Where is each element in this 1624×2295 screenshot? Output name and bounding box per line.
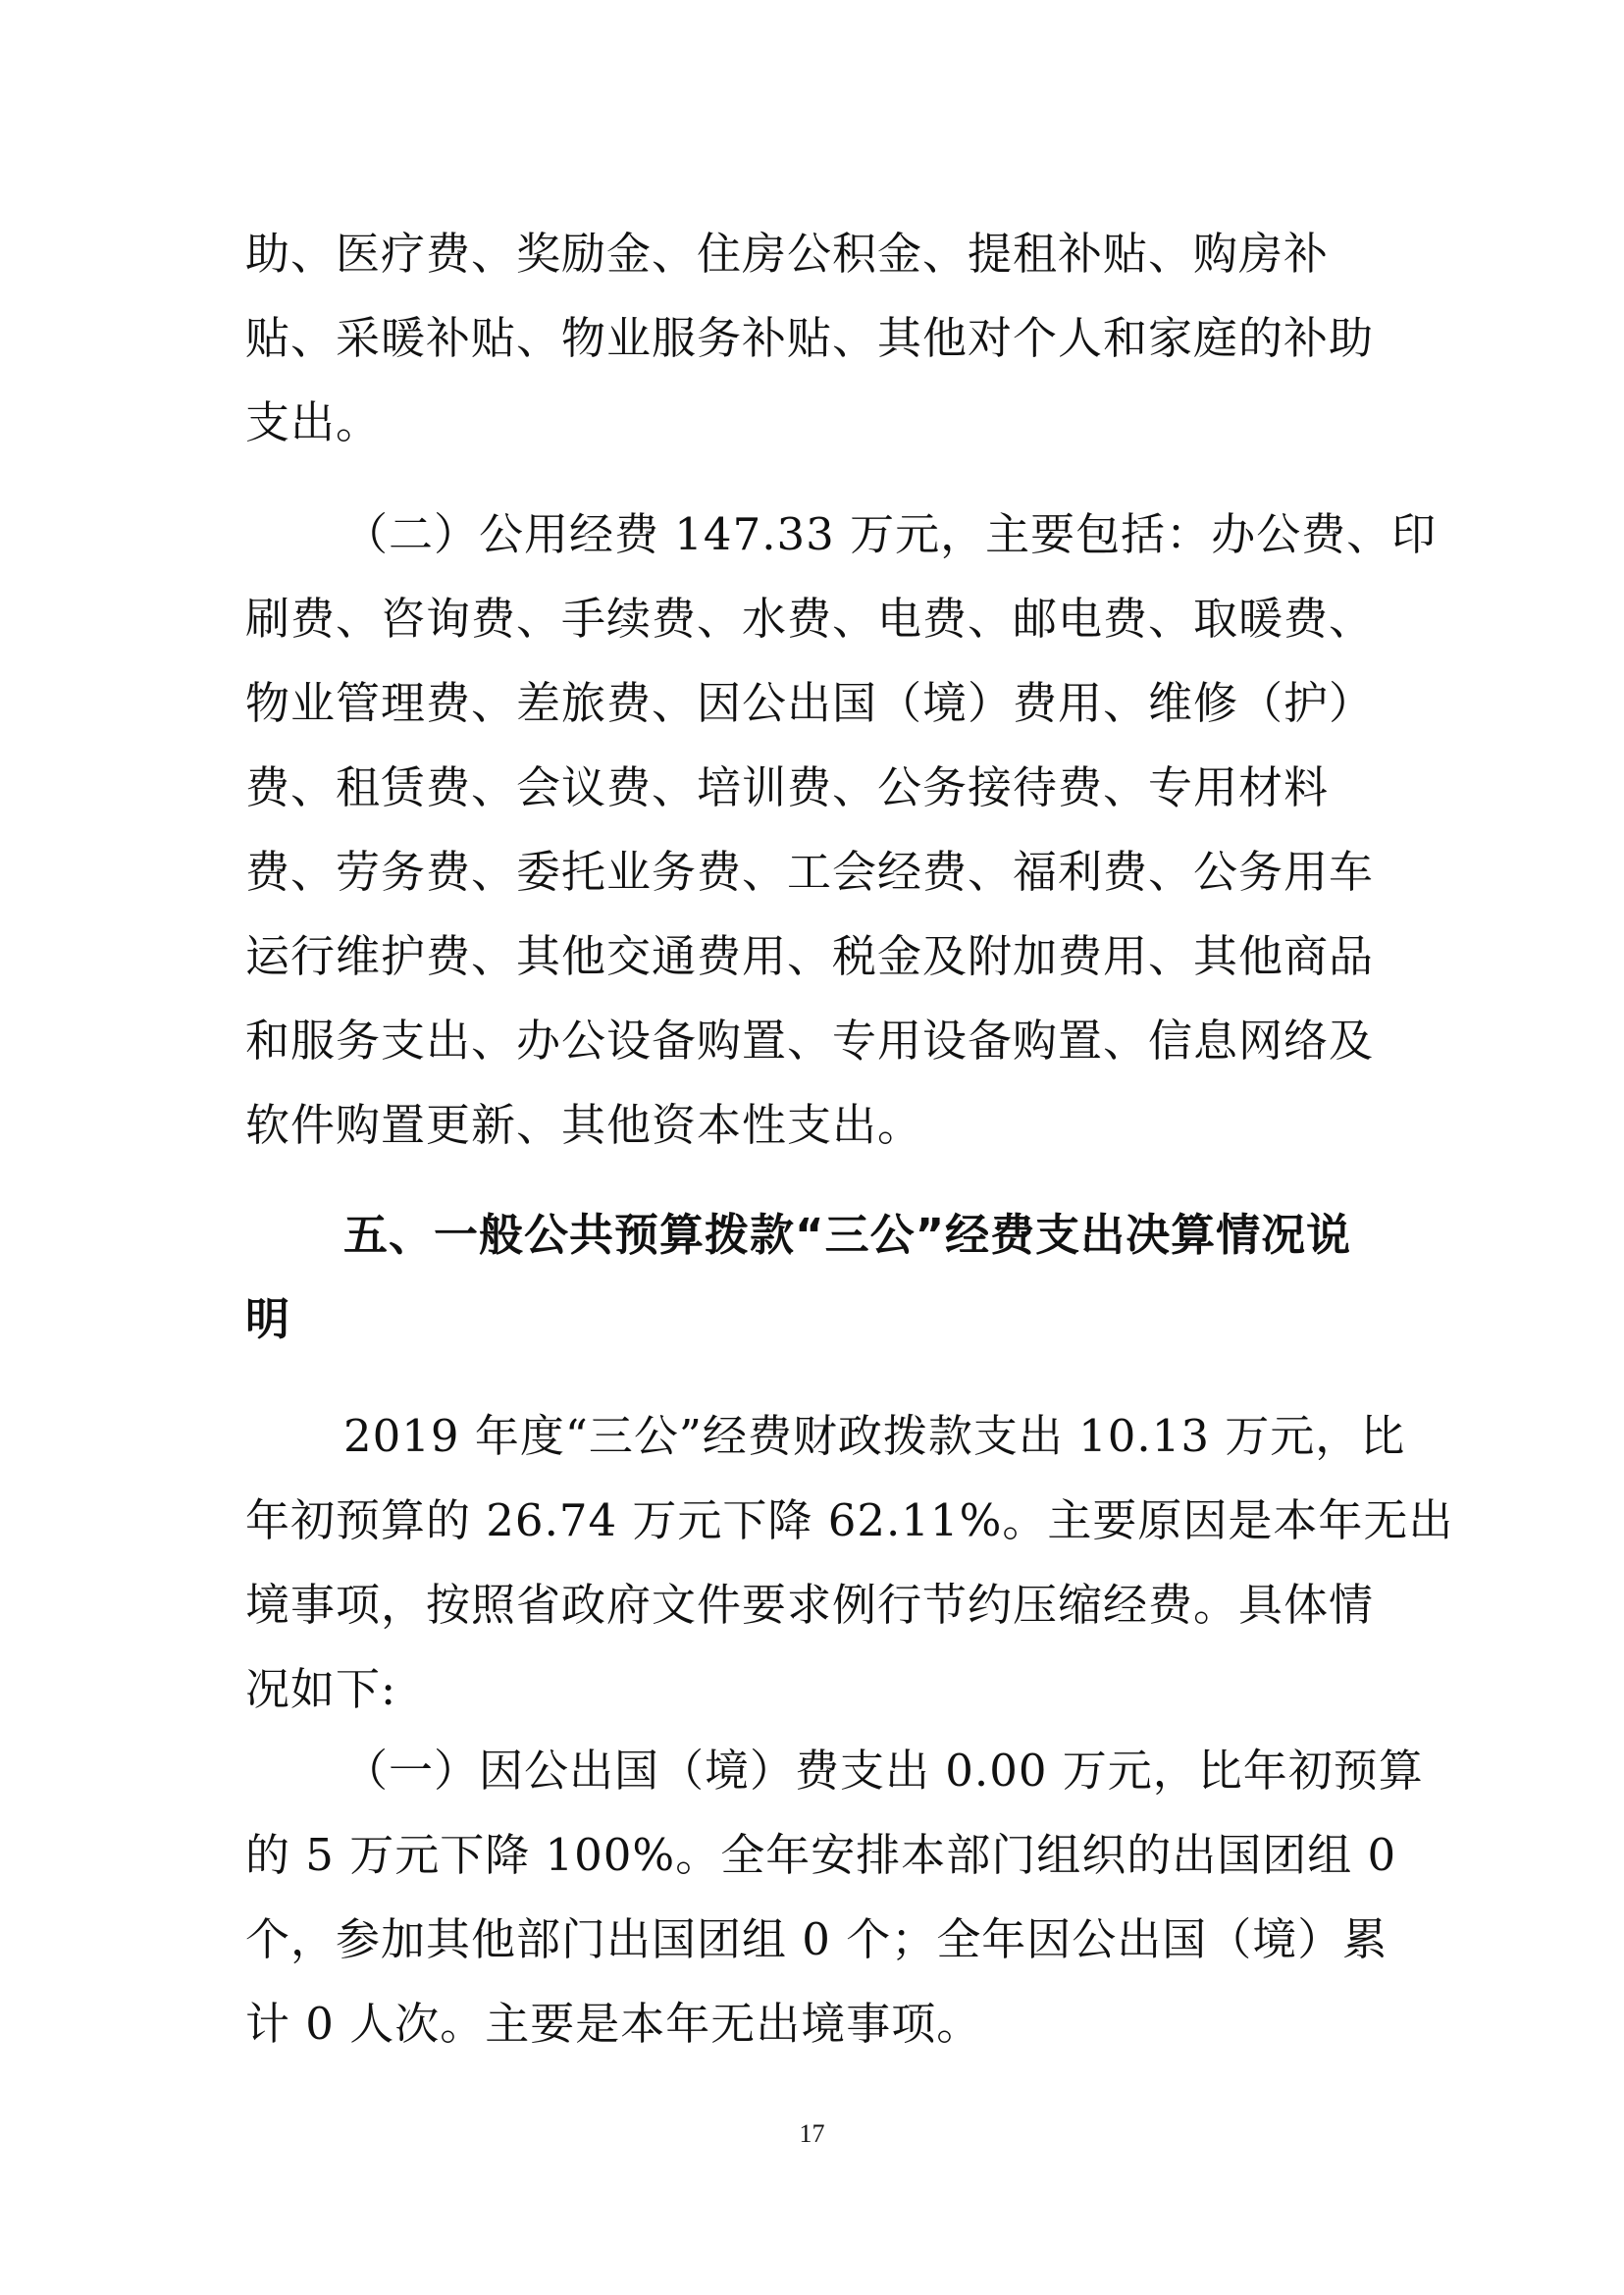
heading-line: 明 [245, 1293, 291, 1345]
text-line: 刷费、咨询费、手续费、水费、电费、邮电费、取暖费、 [245, 593, 1375, 645]
text-line: 计 0 人次。主要是本年无出境事项。 [245, 1998, 982, 2050]
text-line: 境事项，按照省政府文件要求例行节约压缩经费。具体情 [245, 1579, 1375, 1631]
paragraph-personnel-continuation [245, 212, 1375, 465]
text-line: 助、医疗费、奖励金、住房公积金、提租补贴、购房补 [245, 228, 1330, 280]
paragraph-three-public-summary [245, 1394, 1454, 1732]
paragraph-public-funds [245, 493, 1438, 1168]
text-line: （二）公用经费 147.33 万元，主要包括：办公费、印 [343, 508, 1438, 560]
heading-line: 五、一般公共预算拨款“三公”经费支出决算情况说 [343, 1209, 1352, 1261]
text-line: 贴、采暖补贴、物业服务补贴、其他对个人和家庭的补助 [245, 312, 1375, 364]
page-number: 17 [799, 2119, 825, 2148]
text-line: 软件购置更新、其他资本性支出。 [245, 1099, 923, 1151]
text-line: 运行维护费、其他交通费用、税金及附加费用、其他商品 [245, 930, 1375, 982]
text-line: （一）因公出国（境）费支出 0.00 万元，比年初预算 [343, 1745, 1424, 1797]
text-line: 支出。 [245, 396, 382, 448]
paragraph-overseas-travel [245, 1729, 1424, 2066]
section-heading [245, 1193, 1364, 1362]
text-line: 2019 年度“三公”经费财政拨款支出 10.13 万元，比 [343, 1410, 1406, 1462]
text-line: 费、劳务费、委托业务费、工会经费、福利费、公务用车 [245, 846, 1375, 898]
text-line: 费、租赁费、会议费、培训费、公务接待费、专用材料 [245, 761, 1330, 813]
text-line: 的 5 万元下降 100%。全年安排本部门组织的出国团组 0 [245, 1829, 1397, 1881]
text-line: 物业管理费、差旅费、因公出国（境）费用、维修（护） [245, 677, 1375, 729]
text-line: 个，参加其他部门出国团组 0 个；全年因公出国（境）累 [245, 1913, 1388, 1965]
text-line: 况如下: [245, 1663, 397, 1715]
text-line: 年初预算的 26.74 万元下降 62.11%。主要原因是本年无出 [245, 1494, 1454, 1546]
text-line: 和服务支出、办公设备购置、专用设备购置、信息网络及 [245, 1015, 1375, 1067]
